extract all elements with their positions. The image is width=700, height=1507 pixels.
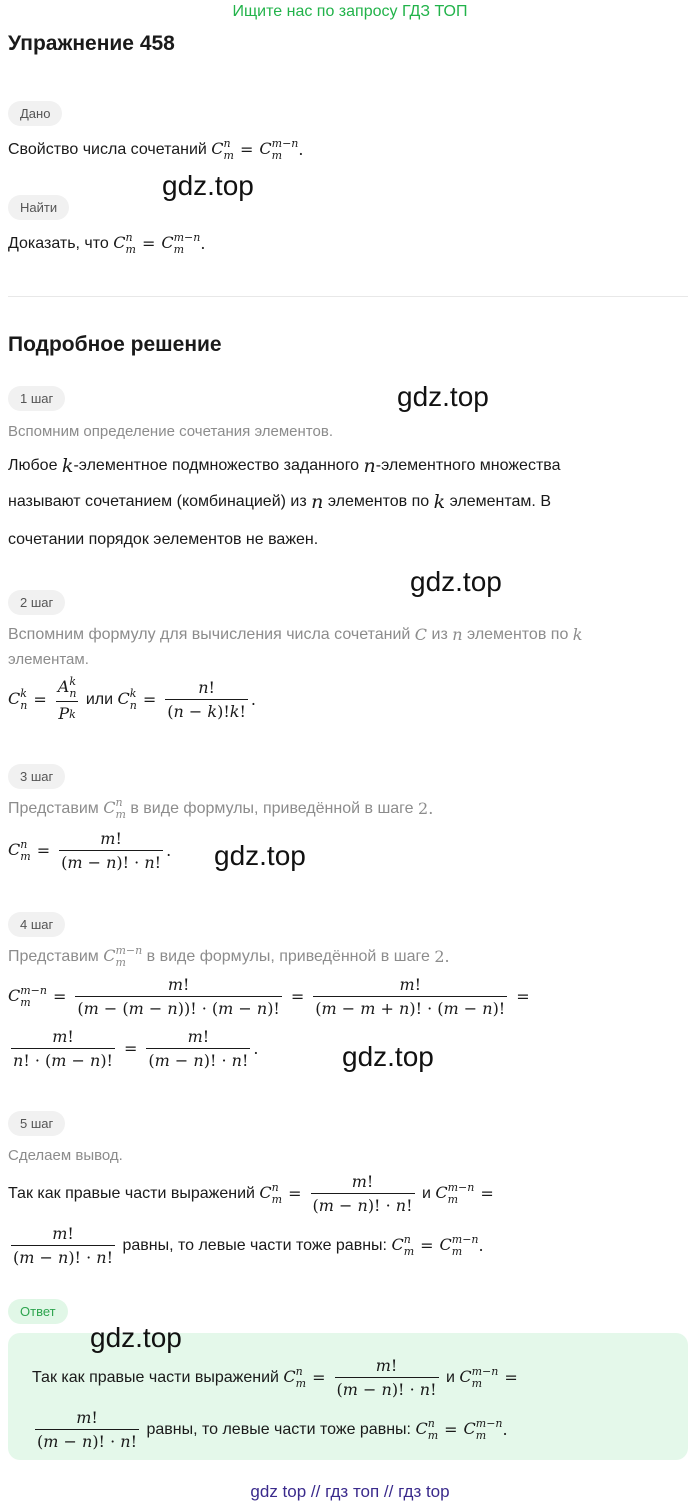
step-4-note: Представим C m−n m в виде формулы, приведённой в шаге 2.	[8, 944, 450, 969]
step-5-line-1: Так как правые части выражений C n m = $\frac{m!}{(m - n)! \cdot n!}$ и C m−n m =	[8, 1172, 494, 1215]
given-statement: Свойство числа сочетаний C n m = C m−n m .	[8, 137, 304, 162]
step-4-pill: 4 шаг	[8, 912, 65, 937]
step-3-note: Представим C n m в виде формулы, приведённой в шаге 2.	[8, 796, 434, 821]
step-2-pill: 2 шаг	[8, 590, 65, 615]
solution-title: Подробное решение	[8, 333, 222, 356]
watermark: gdz.top	[162, 170, 254, 201]
answer-line-2: $\frac{m!}{(m - n)! \cdot n!}$ равны, то левые части тоже равны: C n m = C m−n m .	[37, 1408, 508, 1451]
find-statement: Доказать, что C n m = C m−n m .	[8, 231, 206, 256]
given-pill: Дано	[8, 101, 62, 126]
given-text: Свойство числа сочетаний	[8, 140, 207, 158]
step-3-formula: C n m = $\frac{m!}{(m - n)! \cdot n!}$ .	[8, 829, 172, 872]
find-pill: Найти	[8, 195, 69, 220]
search-banner[interactable]: Ищите нас по запросу ГДЗ ТОП	[232, 3, 468, 20]
step-1-line-1: Любое k -элементное подмножество заданного n -элементного множества	[8, 455, 561, 477]
answer-line-1: Так как правые части выражений C n m = $\frac{m!}{(m - n)! \cdot n!}$ и C m−n m =	[32, 1356, 518, 1399]
step-5-line-2: $\frac{m!}{(m - n)! \cdot n!}$ равны, то левые части тоже равны: C n m = C m−n m .	[13, 1224, 484, 1267]
step-2-note-2: элементам.	[8, 651, 89, 668]
step-1-line-2: называют сочетанием (комбинацией) из n элементов по k элементам. В	[8, 491, 551, 513]
step-4-formula-2: $\frac{m!}{n! \cdot (m - n)!}$ = $\frac{m!}{(m - n)! \cdot n!}$ .	[13, 1027, 259, 1070]
step-4-formula-1: C m−n m = $\frac{m!}{(m - (m - n))! \cdot (m - n)!}$ = $\frac{m!}{(m - m + n)! \cdot (m - n)!}$ =	[8, 975, 530, 1018]
watermark: gdz.top	[214, 840, 306, 871]
footer-links[interactable]: gdz top // гдз топ // гдз top	[250, 1482, 450, 1501]
step-2-formula: C k n = A k n P k или C k n = $\frac{n!}{(n - k)!k!}$ .	[8, 675, 257, 723]
or-word: или	[85, 690, 114, 708]
step-1-pill: 1 шаг	[8, 386, 65, 411]
exercise-title: Упражнение 458	[8, 32, 175, 55]
step-1-line-3: сочетании порядок эелементов не важен.	[8, 531, 319, 548]
watermark: gdz.top	[90, 1322, 182, 1353]
watermark: gdz.top	[397, 381, 489, 412]
step-5-pill: 5 шаг	[8, 1111, 65, 1136]
watermark: gdz.top	[410, 566, 502, 597]
step-1-note: Вспомним определение сочетания элементов.	[8, 423, 333, 440]
find-text: Доказать, что	[8, 234, 109, 252]
divider	[8, 296, 688, 297]
step-5-note: Сделаем вывод.	[8, 1147, 123, 1164]
step-2-note: Вспомним формулу для вычисления числа сочетаний C из n элементов по k	[8, 625, 583, 644]
answer-pill: Ответ	[8, 1299, 68, 1324]
step-3-pill: 3 шаг	[8, 764, 65, 789]
watermark: gdz.top	[342, 1041, 434, 1072]
formula-c-m-n: C n m	[211, 137, 234, 162]
